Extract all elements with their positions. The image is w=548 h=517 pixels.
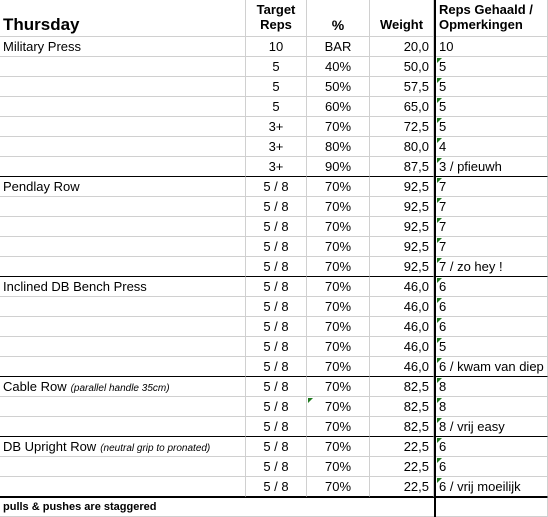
weight-cell[interactable] xyxy=(370,397,434,417)
exercise-name-cell[interactable] xyxy=(0,437,246,457)
footer-note: pulls & pushes are staggered xyxy=(3,501,157,513)
weight-header[interactable] xyxy=(370,0,434,37)
comment-marker-icon xyxy=(437,78,442,83)
exercise-name-cell[interactable] xyxy=(0,37,246,57)
weight-cell-text: 65,0 xyxy=(403,99,429,114)
percent-cell[interactable] xyxy=(307,137,370,157)
reps-done-cell-text: 10 xyxy=(439,39,454,54)
target-reps-cell-text: 5 / 8 xyxy=(263,219,289,234)
percent-cell-text: 40% xyxy=(324,59,352,74)
reps-done-cell-text: 5 xyxy=(439,339,447,354)
target-reps-cell[interactable] xyxy=(246,457,307,477)
percent-cell[interactable] xyxy=(307,197,370,217)
percent-cell[interactable] xyxy=(307,417,370,437)
weight-cell-text: 92,5 xyxy=(403,199,429,214)
exercise-name-cell-text: Inclined DB Bench Press xyxy=(3,279,147,294)
percent-cell-text: 70% xyxy=(324,479,352,494)
weight-cell[interactable] xyxy=(370,337,434,357)
target-reps-cell[interactable] xyxy=(246,237,307,257)
reps-done-cell-text: 5 xyxy=(439,59,447,74)
exercise-note: (neutral grip to pronated) xyxy=(100,443,211,454)
reps-done-cell[interactable] xyxy=(436,337,548,357)
target-reps-cell-text: 5 / 8 xyxy=(263,199,289,214)
exercise-name-cell[interactable] xyxy=(0,317,246,337)
reps-done-cell[interactable] xyxy=(436,417,548,437)
weight-cell[interactable] xyxy=(370,357,434,377)
percent-cell[interactable] xyxy=(307,217,370,237)
percent-cell-text: 70% xyxy=(324,219,352,234)
reps-done-cell[interactable] xyxy=(436,37,548,57)
weight-cell[interactable] xyxy=(370,97,434,117)
reps-done-cell-text: 8 xyxy=(439,379,447,394)
weight-cell[interactable] xyxy=(370,197,434,217)
exercise-name-cell-text: Military Press xyxy=(3,39,82,54)
exercise-name-cell[interactable] xyxy=(0,197,246,217)
weight-cell-text: 92,5 xyxy=(403,219,429,234)
weight-cell-text: 87,5 xyxy=(403,159,429,174)
exercise-name-cell[interactable] xyxy=(0,277,246,297)
percent-cell[interactable] xyxy=(307,77,370,97)
comment-marker-icon xyxy=(437,338,442,343)
reps-done-cell[interactable] xyxy=(436,77,548,97)
percent-cell-text: 70% xyxy=(324,119,352,134)
percent-cell[interactable] xyxy=(307,257,370,277)
percent-cell-text: 90% xyxy=(324,159,352,174)
reps-done-cell-text: 6 xyxy=(439,279,447,294)
reps-done-cell[interactable] xyxy=(436,297,548,317)
reps-done-cell-text: 7 xyxy=(439,239,447,254)
weight-cell-text: 46,0 xyxy=(403,279,429,294)
percent-cell-text: 70% xyxy=(324,459,352,474)
percent-cell[interactable] xyxy=(307,97,370,117)
weight-cell[interactable] xyxy=(370,317,434,337)
exercise-name-cell-text: Cable Row xyxy=(3,379,67,394)
percent-cell-text: 70% xyxy=(324,439,352,454)
exercise-name-cell[interactable] xyxy=(0,417,246,437)
percent-cell[interactable] xyxy=(307,117,370,137)
comment-marker-icon xyxy=(437,258,442,263)
target-reps-cell-text: 5 xyxy=(272,79,280,94)
weight-cell-text: 46,0 xyxy=(403,319,429,334)
reps-done-cell-text: 5 xyxy=(439,99,447,114)
reps-done-cell-text: 4 xyxy=(439,139,447,154)
percent-cell-text: 70% xyxy=(324,279,352,294)
percent-cell[interactable] xyxy=(307,277,370,297)
weight-cell[interactable] xyxy=(370,157,434,177)
reps-done-cell[interactable] xyxy=(436,277,548,297)
weight-cell-text: 80,0 xyxy=(403,139,429,154)
exercise-name-cell[interactable] xyxy=(0,357,246,377)
weight-cell-text: 46,0 xyxy=(403,359,429,374)
weight-cell[interactable] xyxy=(370,437,434,457)
weight-cell-text: 82,5 xyxy=(403,379,429,394)
target-reps-cell[interactable] xyxy=(246,217,307,237)
target-reps-header-line2: Reps xyxy=(260,17,292,32)
target-reps-cell-text: 5 / 8 xyxy=(263,299,289,314)
reps-done-cell-text: 6 xyxy=(439,439,447,454)
weight-cell[interactable] xyxy=(370,177,434,197)
percent-cell[interactable] xyxy=(307,157,370,177)
reps-done-cell[interactable] xyxy=(436,117,548,137)
reps-done-cell-text: 8 / vrij easy xyxy=(439,419,505,434)
exercise-name-cell[interactable] xyxy=(0,297,246,317)
reps-done-cell-text: 7 xyxy=(439,199,447,214)
weight-cell[interactable] xyxy=(370,457,434,477)
comment-marker-icon xyxy=(437,118,442,123)
target-reps-cell-text: 5 / 8 xyxy=(263,239,289,254)
percent-cell[interactable] xyxy=(307,377,370,397)
reps-done-cell-text: 6 / kwam van diep xyxy=(439,359,544,374)
exercise-name-cell[interactable] xyxy=(0,397,246,417)
comment-marker-icon xyxy=(437,138,442,143)
reps-done-cell[interactable] xyxy=(436,437,548,457)
reps-done-cell[interactable] xyxy=(436,137,548,157)
exercise-name-cell[interactable] xyxy=(0,97,246,117)
percent-header[interactable] xyxy=(307,0,370,37)
target-reps-cell-text: 5 / 8 xyxy=(263,259,289,274)
exercise-name-cell[interactable] xyxy=(0,117,246,137)
comment-marker-icon xyxy=(437,458,442,463)
weight-cell[interactable] xyxy=(370,117,434,137)
exercise-name-cell[interactable] xyxy=(0,237,246,257)
comment-marker-icon xyxy=(437,478,442,483)
exercise-name-cell[interactable] xyxy=(0,77,246,97)
target-reps-cell-text: 5 / 8 xyxy=(263,399,289,414)
weight-cell-text: 72,5 xyxy=(403,119,429,134)
target-reps-cell[interactable] xyxy=(246,157,307,177)
comment-marker-icon xyxy=(437,278,442,283)
reps-done-cell[interactable] xyxy=(436,317,548,337)
reps-done-cell[interactable] xyxy=(436,57,548,77)
target-reps-cell[interactable] xyxy=(246,57,307,77)
exercise-name-cell[interactable] xyxy=(0,337,246,357)
target-reps-cell-text: 5 / 8 xyxy=(263,419,289,434)
exercise-name-cell[interactable] xyxy=(0,137,246,157)
reps-done-cell[interactable] xyxy=(436,217,548,237)
exercise-name-cell[interactable] xyxy=(0,177,246,197)
weight-cell-text: 92,5 xyxy=(403,239,429,254)
weight-cell-text: 22,5 xyxy=(403,459,429,474)
percent-cell-text: 70% xyxy=(324,419,352,434)
reps-done-cell[interactable] xyxy=(436,377,548,397)
reps-done-cell-text: 6 xyxy=(439,459,447,474)
reps-done-cell-text: 3 / pfieuwh xyxy=(439,159,502,174)
percent-cell-text: 70% xyxy=(324,319,352,334)
percent-cell-text: 70% xyxy=(324,379,352,394)
target-reps-cell-text: 5 / 8 xyxy=(263,479,289,494)
reps-done-cell-text: 5 xyxy=(439,119,447,134)
weight-cell-text: 46,0 xyxy=(403,299,429,314)
target-reps-cell[interactable] xyxy=(246,397,307,417)
exercise-name-cell[interactable] xyxy=(0,257,246,277)
reps-done-cell[interactable] xyxy=(436,477,548,497)
weight-header-label: Weight xyxy=(379,17,424,32)
exercise-name-cell-text: Pendlay Row xyxy=(3,179,80,194)
percent-cell-text: 70% xyxy=(324,199,352,214)
weight-cell-text: 82,5 xyxy=(403,399,429,414)
weight-cell[interactable] xyxy=(370,297,434,317)
reps-done-cell-text: 6 / vrij moeilijk xyxy=(439,479,521,494)
target-reps-cell-text: 10 xyxy=(268,39,284,54)
percent-cell-text: 70% xyxy=(324,239,352,254)
weight-cell-text: 92,5 xyxy=(403,179,429,194)
comment-marker-icon xyxy=(437,238,442,243)
exercise-name-cell[interactable] xyxy=(0,457,246,477)
percent-cell-text: 70% xyxy=(324,399,352,414)
target-reps-cell-text: 5 / 8 xyxy=(263,319,289,334)
target-reps-cell[interactable] xyxy=(246,437,307,457)
weight-cell[interactable] xyxy=(370,277,434,297)
percent-cell-text: 50% xyxy=(324,79,352,94)
target-reps-cell-text: 5 / 8 xyxy=(263,179,289,194)
percent-cell[interactable] xyxy=(307,297,370,317)
comment-marker-icon xyxy=(308,398,313,403)
target-reps-cell[interactable] xyxy=(246,377,307,397)
reps-done-cell[interactable] xyxy=(436,457,548,477)
notes-header[interactable] xyxy=(434,0,548,37)
percent-cell[interactable] xyxy=(307,237,370,257)
target-reps-cell[interactable] xyxy=(246,257,307,277)
target-reps-cell[interactable] xyxy=(246,357,307,377)
reps-done-cell[interactable] xyxy=(436,257,548,277)
weight-cell-text: 57,5 xyxy=(403,79,429,94)
weight-cell[interactable] xyxy=(370,37,434,57)
weight-cell-text: 22,5 xyxy=(403,479,429,494)
target-reps-cell[interactable] xyxy=(246,137,307,157)
comment-marker-icon xyxy=(437,98,442,103)
reps-done-cell[interactable] xyxy=(436,197,548,217)
exercise-name-cell[interactable] xyxy=(0,217,246,237)
reps-done-cell-text: 6 xyxy=(439,299,447,314)
percent-cell-text: 70% xyxy=(324,299,352,314)
target-reps-cell-text: 5 / 8 xyxy=(263,379,289,394)
comment-marker-icon xyxy=(437,418,442,423)
percent-cell[interactable] xyxy=(307,357,370,377)
comment-marker-icon xyxy=(437,398,442,403)
reps-done-cell-text: 5 xyxy=(439,79,447,94)
percent-cell[interactable] xyxy=(307,177,370,197)
target-reps-header[interactable] xyxy=(246,0,307,37)
percent-header-label: % xyxy=(331,17,345,33)
target-reps-cell[interactable] xyxy=(246,417,307,437)
comment-marker-icon xyxy=(437,158,442,163)
notes-header-line2: Opmerkingen xyxy=(439,17,523,32)
weight-cell[interactable] xyxy=(370,257,434,277)
weight-cell[interactable] xyxy=(370,77,434,97)
percent-cell-text: 60% xyxy=(324,99,352,114)
percent-cell-text: BAR xyxy=(324,39,352,54)
target-reps-cell-text: 3+ xyxy=(268,159,284,174)
target-reps-cell[interactable] xyxy=(246,277,307,297)
comment-marker-icon xyxy=(437,438,442,443)
exercise-name-cell[interactable] xyxy=(0,377,246,397)
reps-done-cell[interactable] xyxy=(436,397,548,417)
weight-cell[interactable] xyxy=(370,237,434,257)
percent-cell-text: 70% xyxy=(324,339,352,354)
weight-cell[interactable] xyxy=(370,137,434,157)
comment-marker-icon xyxy=(437,298,442,303)
target-reps-cell-text: 5 / 8 xyxy=(263,439,289,454)
exercise-name-cell-text: DB Upright Row xyxy=(3,439,97,454)
target-reps-cell[interactable] xyxy=(246,37,307,57)
reps-done-cell-text: 7 xyxy=(439,179,447,194)
weight-cell-text: 22,5 xyxy=(403,439,429,454)
percent-cell[interactable] xyxy=(307,57,370,77)
target-reps-cell[interactable] xyxy=(246,317,307,337)
target-reps-cell[interactable] xyxy=(246,97,307,117)
target-reps-cell[interactable] xyxy=(246,197,307,217)
target-reps-cell-text: 3+ xyxy=(268,119,284,134)
day-title-cell[interactable] xyxy=(0,0,246,37)
weight-cell[interactable] xyxy=(370,417,434,437)
reps-done-cell-text: 6 xyxy=(439,319,447,334)
reps-done-cell-text: 7 / zo hey ! xyxy=(439,259,503,274)
exercise-name-cell[interactable] xyxy=(0,57,246,77)
weight-cell[interactable] xyxy=(370,217,434,237)
target-reps-cell-text: 3+ xyxy=(268,139,284,154)
notes-column-divider xyxy=(434,0,436,517)
weight-cell-text: 50,0 xyxy=(403,59,429,74)
reps-done-cell[interactable] xyxy=(436,177,548,197)
target-reps-cell-text: 5 / 8 xyxy=(263,359,289,374)
reps-done-cell[interactable] xyxy=(436,157,548,177)
reps-done-cell-text: 8 xyxy=(439,399,447,414)
target-reps-cell[interactable] xyxy=(246,77,307,97)
weight-cell[interactable] xyxy=(370,377,434,397)
comment-marker-icon xyxy=(437,358,442,363)
percent-cell[interactable] xyxy=(307,317,370,337)
comment-marker-icon xyxy=(437,378,442,383)
percent-cell[interactable] xyxy=(307,337,370,357)
exercise-name-cell[interactable] xyxy=(0,157,246,177)
target-reps-header-line1: Target xyxy=(256,2,296,17)
target-reps-cell-text: 5 / 8 xyxy=(263,459,289,474)
footer-note-cell[interactable] xyxy=(0,497,548,517)
comment-marker-icon xyxy=(437,58,442,63)
exercise-note: (parallel handle 35cm) xyxy=(70,383,170,394)
percent-cell[interactable] xyxy=(307,437,370,457)
reps-done-cell[interactable] xyxy=(436,357,548,377)
comment-marker-icon xyxy=(437,218,442,223)
reps-done-cell[interactable] xyxy=(436,237,548,257)
percent-cell[interactable] xyxy=(307,477,370,497)
percent-cell-text: 70% xyxy=(324,259,352,274)
percent-cell[interactable] xyxy=(307,397,370,417)
target-reps-cell-text: 5 / 8 xyxy=(263,279,289,294)
percent-cell[interactable] xyxy=(307,37,370,57)
weight-cell-text: 20,0 xyxy=(403,39,429,54)
comment-marker-icon xyxy=(437,198,442,203)
day-title: Thursday xyxy=(3,15,80,34)
percent-cell-text: 80% xyxy=(324,139,352,154)
weight-cell-text: 46,0 xyxy=(403,339,429,354)
target-reps-cell-text: 5 / 8 xyxy=(263,339,289,354)
exercise-name-cell[interactable] xyxy=(0,477,246,497)
weight-cell-text: 82,5 xyxy=(403,419,429,434)
weight-cell-text: 92,5 xyxy=(403,259,429,274)
target-reps-cell[interactable] xyxy=(246,337,307,357)
target-reps-cell[interactable] xyxy=(246,117,307,137)
target-reps-cell[interactable] xyxy=(246,477,307,497)
target-reps-cell-text: 5 xyxy=(272,99,280,114)
target-reps-cell-text: 5 xyxy=(272,59,280,74)
reps-done-cell-text: 7 xyxy=(439,219,447,234)
percent-cell[interactable] xyxy=(307,457,370,477)
target-reps-cell[interactable] xyxy=(246,297,307,317)
reps-done-cell[interactable] xyxy=(436,97,548,117)
weight-cell[interactable] xyxy=(370,57,434,77)
target-reps-cell[interactable] xyxy=(246,177,307,197)
percent-cell-text: 70% xyxy=(324,179,352,194)
weight-cell[interactable] xyxy=(370,477,434,497)
comment-marker-icon xyxy=(437,318,442,323)
comment-marker-icon xyxy=(437,178,442,183)
notes-header-line1: Reps Gehaald / xyxy=(439,2,533,17)
percent-cell-text: 70% xyxy=(324,359,352,374)
